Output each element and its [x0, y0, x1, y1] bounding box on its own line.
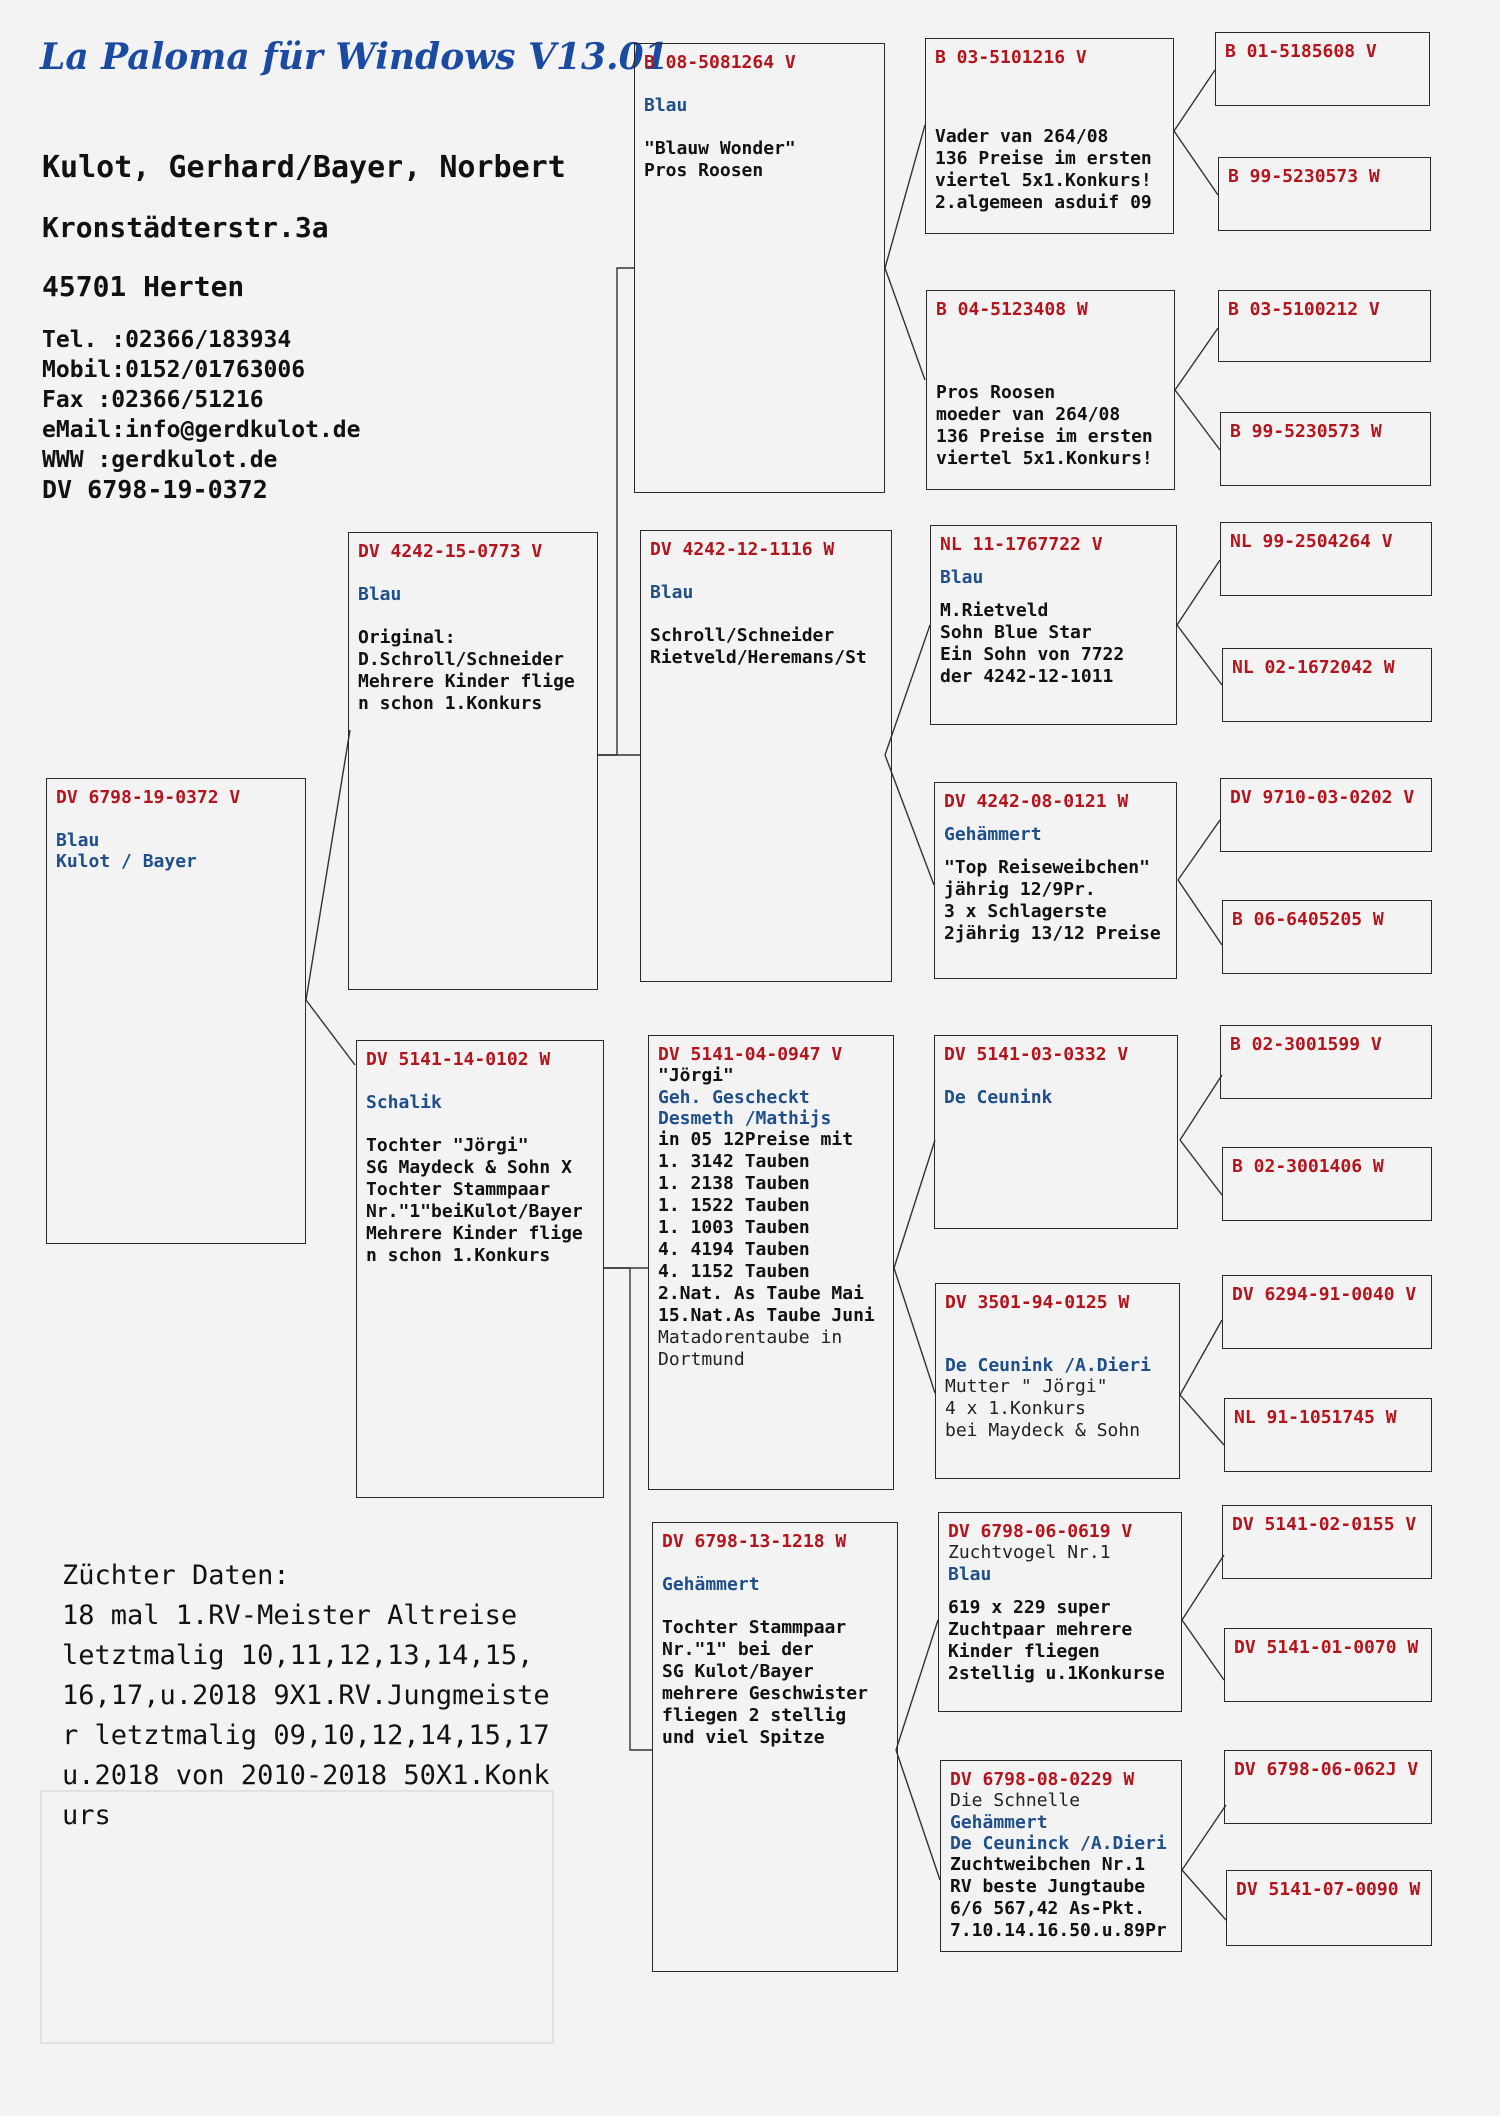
great-grandparent-note: 6/6 567,42 As-Pkt. [950, 1898, 1146, 1919]
great-grandparent-note: M.Rietveld [940, 600, 1049, 621]
great-grandparent-box [930, 525, 1177, 725]
great-grandparent-box [934, 1035, 1178, 1229]
great-grandparent-color: Gehämmert [944, 824, 1042, 845]
great-grandparent-note: Ein Sohn von 7722 [940, 644, 1125, 665]
grandparent-color: Geh. Gescheckt [658, 1087, 810, 1108]
breeder-line: 16,17,u.2018 9X1.RV.Jungmeiste [62, 1680, 550, 1711]
gen5-box [1226, 1870, 1432, 1946]
great-grandparent-box [940, 1760, 1182, 1952]
connector-line [1182, 1805, 1226, 1870]
gen5-id: B 06-6405205 W [1232, 909, 1384, 930]
gen5-box [1220, 522, 1432, 596]
connector-line [1177, 625, 1222, 685]
grandparent-note: Schroll/Schneider [650, 625, 835, 646]
grandparent-note: Matadorentaube in [658, 1327, 843, 1348]
gen5-id: DV 5141-01-0070 W [1234, 1637, 1419, 1658]
grandparent-note: 4. 4194 Tauben [658, 1239, 810, 1260]
great-grandparent-color: Gehämmert [950, 1812, 1048, 1833]
grandparent-id: DV 4242-12-1116 W [650, 539, 835, 560]
pigeon-box [46, 778, 306, 1244]
connector-line [604, 1268, 652, 1750]
great-grandparent-id: DV 6798-08-0229 W [950, 1769, 1135, 1790]
great-grandparent-id: DV 6798-06-0619 V [948, 1521, 1133, 1542]
connector-line [1182, 1620, 1224, 1680]
connector-line [1180, 1320, 1222, 1395]
connector-line [1180, 1075, 1222, 1140]
grandparent-color: Gehämmert [662, 1574, 760, 1595]
great-grandparent-note: 136 Preise im ersten [935, 148, 1152, 169]
great-grandparent-box [925, 38, 1174, 234]
owner-tel: Tel. :02366/183934 [42, 327, 292, 353]
gen5-box [1220, 778, 1432, 852]
gen5-box [1220, 1025, 1432, 1099]
great-grandparent-note: Pros Roosen [936, 382, 1056, 403]
gen5-id: B 01-5185608 V [1225, 41, 1377, 62]
mother-note: Nr."1"beiKulot/Bayer [366, 1201, 583, 1222]
gen5-box [1222, 648, 1432, 722]
grandparent-note: SG Kulot/Bayer [662, 1661, 814, 1682]
faded-stamp [40, 1790, 554, 2044]
father-box [348, 532, 598, 990]
great-grandparent-note: Kinder fliegen [948, 1641, 1100, 1662]
connector-line [306, 1000, 355, 1065]
grandparent-box [648, 1035, 894, 1490]
owner-ring: DV 6798-19-0372 [42, 475, 268, 504]
great-grandparent-note: RV beste Jungtaube [950, 1876, 1146, 1897]
connector-line [1174, 70, 1215, 131]
mother-color: Schalik [366, 1092, 442, 1113]
gen5-box [1224, 1628, 1432, 1702]
gen5-id: B 02-3001599 V [1230, 1034, 1382, 1055]
pigeon-id: DV 6798-19-0372 V [56, 787, 241, 808]
great-grandparent-note: 3 x Schlagerste [944, 901, 1107, 922]
father-note: D.Schroll/Schneider [358, 649, 564, 670]
grandparent-note: 1. 3142 Tauben [658, 1151, 810, 1172]
great-grandparent-id: DV 4242-08-0121 W [944, 791, 1129, 812]
great-grandparent-note: Zuchtweibchen Nr.1 [950, 1854, 1146, 1875]
great-grandparent-color: Blau [940, 567, 984, 588]
owner-mobil: Mobil:0152/01763006 [42, 357, 306, 383]
great-grandparent-color: Blau [948, 1564, 992, 1585]
gen5-id: NL 91-1051745 W [1234, 1407, 1397, 1428]
owner-email: eMail:info@gerdkulot.de [42, 417, 361, 443]
great-grandparent-id: NL 11-1767722 V [940, 534, 1103, 555]
gen5-id: NL 02-1672042 W [1232, 657, 1395, 678]
grandparent-id: B 08-5081264 V [644, 52, 796, 73]
owner-street: Kronstädterstr.3a [42, 211, 329, 244]
great-grandparent-note: 136 Preise im ersten [936, 426, 1153, 447]
connector-line [896, 1620, 938, 1750]
mother-note: n schon 1.Konkurs [366, 1245, 551, 1266]
great-grandparent-note: jährig 12/9Pr. [944, 879, 1096, 900]
grandparent-box [652, 1522, 898, 1972]
grandparent-note: Pros Roosen [644, 160, 764, 181]
grandparent-note: 1. 1003 Tauben [658, 1217, 810, 1238]
great-grandparent-note: bei Maydeck & Sohn [945, 1420, 1141, 1441]
gen5-box [1222, 1275, 1432, 1349]
connector-line [306, 730, 350, 1000]
connector-line [885, 755, 934, 885]
grandparent-note: "Blauw Wonder" [644, 138, 796, 159]
mother-id: DV 5141-14-0102 W [366, 1049, 551, 1070]
gen5-box [1222, 1505, 1432, 1579]
great-grandparent-box [938, 1512, 1182, 1712]
great-grandparent-note: 619 x 229 super [948, 1597, 1111, 1618]
mother-note: SG Maydeck & Sohn X [366, 1157, 572, 1178]
grandparent-id: DV 5141-04-0947 V [658, 1044, 843, 1065]
father-note: Original: [358, 627, 456, 648]
grandparent-note: Rietveld/Heremans/St [650, 647, 867, 668]
great-grandparent-note: 2jährig 13/12 Preise [944, 923, 1161, 944]
pigeon-color: Blau [56, 830, 100, 851]
gen5-id: B 02-3001406 W [1232, 1156, 1384, 1177]
great-grandparent-note: 2stellig u.1Konkurse [948, 1663, 1165, 1684]
breeder-line: u.2018 von 2010-2018 50X1.Konk [62, 1760, 550, 1791]
great-grandparent-note: Sohn Blue Star [940, 622, 1092, 643]
gen5-id: DV 5141-02-0155 V [1232, 1514, 1417, 1535]
father-note: n schon 1.Konkurs [358, 693, 543, 714]
gen5-box [1222, 1147, 1432, 1221]
gen5-box [1224, 1750, 1432, 1824]
mother-note: Mehrere Kinder flige [366, 1223, 583, 1244]
grandparent-color: Blau [644, 95, 688, 116]
great-grandparent-box [934, 782, 1177, 979]
great-grandparent-note: viertel 5x1.Konkurs! [936, 448, 1153, 469]
connector-line [1175, 328, 1218, 390]
great-grandparent-id: B 04-5123408 W [936, 299, 1088, 320]
mother-note: Tochter Stammpaar [366, 1179, 551, 1200]
great-grandparent-note: moeder van 264/08 [936, 404, 1121, 425]
grandparent-note: und viel Spitze [662, 1727, 825, 1748]
gen5-box [1218, 157, 1431, 231]
owner-city: 45701 Herten [42, 270, 245, 303]
great-grandparent-breeder: De Ceuninck /A.Dieri [950, 1833, 1167, 1854]
grandparent-note: 1. 2138 Tauben [658, 1173, 810, 1194]
grandparent-note: 15.Nat.As Taube Juni [658, 1305, 875, 1326]
grandparent-note: in 05 12Preise mit [658, 1129, 854, 1150]
grandparent-note: 2.Nat. As Taube Mai [658, 1283, 864, 1304]
connector-line [1178, 820, 1220, 880]
gen5-id: DV 6798-06-062J V [1234, 1759, 1419, 1780]
gen5-id: DV 6294-91-0040 V [1232, 1284, 1417, 1305]
gen5-id: B 99-5230573 W [1230, 421, 1382, 442]
connector-line [885, 125, 925, 268]
great-grandparent-id: B 03-5101216 V [935, 47, 1087, 68]
breeder-line: r letztmalig 09,10,12,14,15,17 [62, 1720, 550, 1751]
gen5-id: B 03-5100212 V [1228, 299, 1380, 320]
connector-line [894, 1268, 935, 1393]
great-grandparent-note: 4 x 1.Konkurs [945, 1398, 1086, 1419]
father-id: DV 4242-15-0773 V [358, 541, 543, 562]
grandparent-color: Blau [650, 582, 694, 603]
grandparent-box [634, 43, 885, 493]
gen5-id: B 99-5230573 W [1228, 166, 1380, 187]
great-grandparent-box [935, 1283, 1180, 1479]
breeder-line: letztmalig 10,11,12,13,14,15, [62, 1640, 534, 1671]
grandparent-box [640, 530, 892, 982]
owner-name: Kulot, Gerhard/Bayer, Norbert [42, 150, 566, 185]
connector-line [1174, 131, 1218, 195]
gen5-box [1218, 290, 1431, 362]
mother-box [356, 1040, 604, 1498]
gen5-box [1220, 412, 1431, 486]
connector-line [1180, 1140, 1222, 1195]
great-grandparent-note: 2.algemeen asduif 09 [935, 192, 1152, 213]
connector-line [1178, 880, 1222, 945]
gen5-box [1224, 1398, 1432, 1472]
connector-line [885, 268, 925, 380]
gen5-id: DV 5141-07-0090 W [1236, 1879, 1421, 1900]
gen5-box [1215, 32, 1430, 106]
father-color: Blau [358, 584, 402, 605]
great-grandparent-note: 7.10.14.16.50.u.89Pr [950, 1920, 1167, 1941]
breeder-line: urs [62, 1800, 111, 1831]
great-grandparent-note: Vader van 264/08 [935, 126, 1109, 147]
breeder-line: 18 mal 1.RV-Meister Altreise [62, 1600, 518, 1631]
great-grandparent-id: DV 5141-03-0332 V [944, 1044, 1129, 1065]
breeder-line: Züchter Daten: [62, 1560, 290, 1591]
owner-fax: Fax :02366/51216 [42, 387, 264, 413]
connector-line [598, 268, 634, 755]
app-title: La Paloma für Windows V13.01 [40, 36, 669, 78]
gen5-box [1222, 900, 1432, 974]
owner-www: WWW :gerdkulot.de [42, 447, 278, 473]
grandparent-note: mehrere Geschwister [662, 1683, 868, 1704]
great-grandparent-note: Zuchtpaar mehrere [948, 1619, 1133, 1640]
connector-line [1177, 560, 1220, 625]
grandparent-note: Nr."1" bei der [662, 1639, 814, 1660]
grandparent-note: fliegen 2 stellig [662, 1705, 847, 1726]
connector-line [1180, 1395, 1224, 1445]
grandparent-note: 4. 1152 Tauben [658, 1261, 810, 1282]
great-grandparent-note: der 4242-12-1011 [940, 666, 1114, 687]
pigeon-owner: Kulot / Bayer [56, 851, 197, 872]
great-grandparent-name: Zuchtvogel Nr.1 [948, 1542, 1111, 1563]
connector-line [1182, 1870, 1226, 1920]
father-note: Mehrere Kinder flige [358, 671, 575, 692]
great-grandparent-color: De Ceunink [944, 1087, 1053, 1108]
great-grandparent-id: DV 3501-94-0125 W [945, 1292, 1130, 1313]
mother-note: Tochter "Jörgi" [366, 1135, 529, 1156]
connector-line [896, 1750, 940, 1880]
great-grandparent-name: Die Schnelle [950, 1790, 1081, 1811]
grandparent-breeder: Desmeth /Mathijs [658, 1108, 832, 1129]
great-grandparent-note: viertel 5x1.Konkurs! [935, 170, 1152, 191]
grandparent-id: DV 6798-13-1218 W [662, 1531, 847, 1552]
connector-line [894, 1140, 935, 1268]
grandparent-note: Tochter Stammpaar [662, 1617, 847, 1638]
connector-line [1182, 1555, 1224, 1620]
great-grandparent-note: "Top Reiseweibchen" [944, 857, 1150, 878]
great-grandparent-box [926, 290, 1175, 490]
gen5-id: DV 9710-03-0202 V [1230, 787, 1415, 808]
grandparent-note: Dortmund [658, 1349, 745, 1370]
great-grandparent-color: De Ceunink /A.Dieri [945, 1355, 1151, 1376]
gen5-id: NL 99-2504264 V [1230, 531, 1393, 552]
great-grandparent-note: Mutter " Jörgi" [945, 1376, 1108, 1397]
grandparent-note: 1. 1522 Tauben [658, 1195, 810, 1216]
grandparent-name: "Jörgi" [658, 1065, 734, 1086]
connector-line [1175, 390, 1220, 450]
